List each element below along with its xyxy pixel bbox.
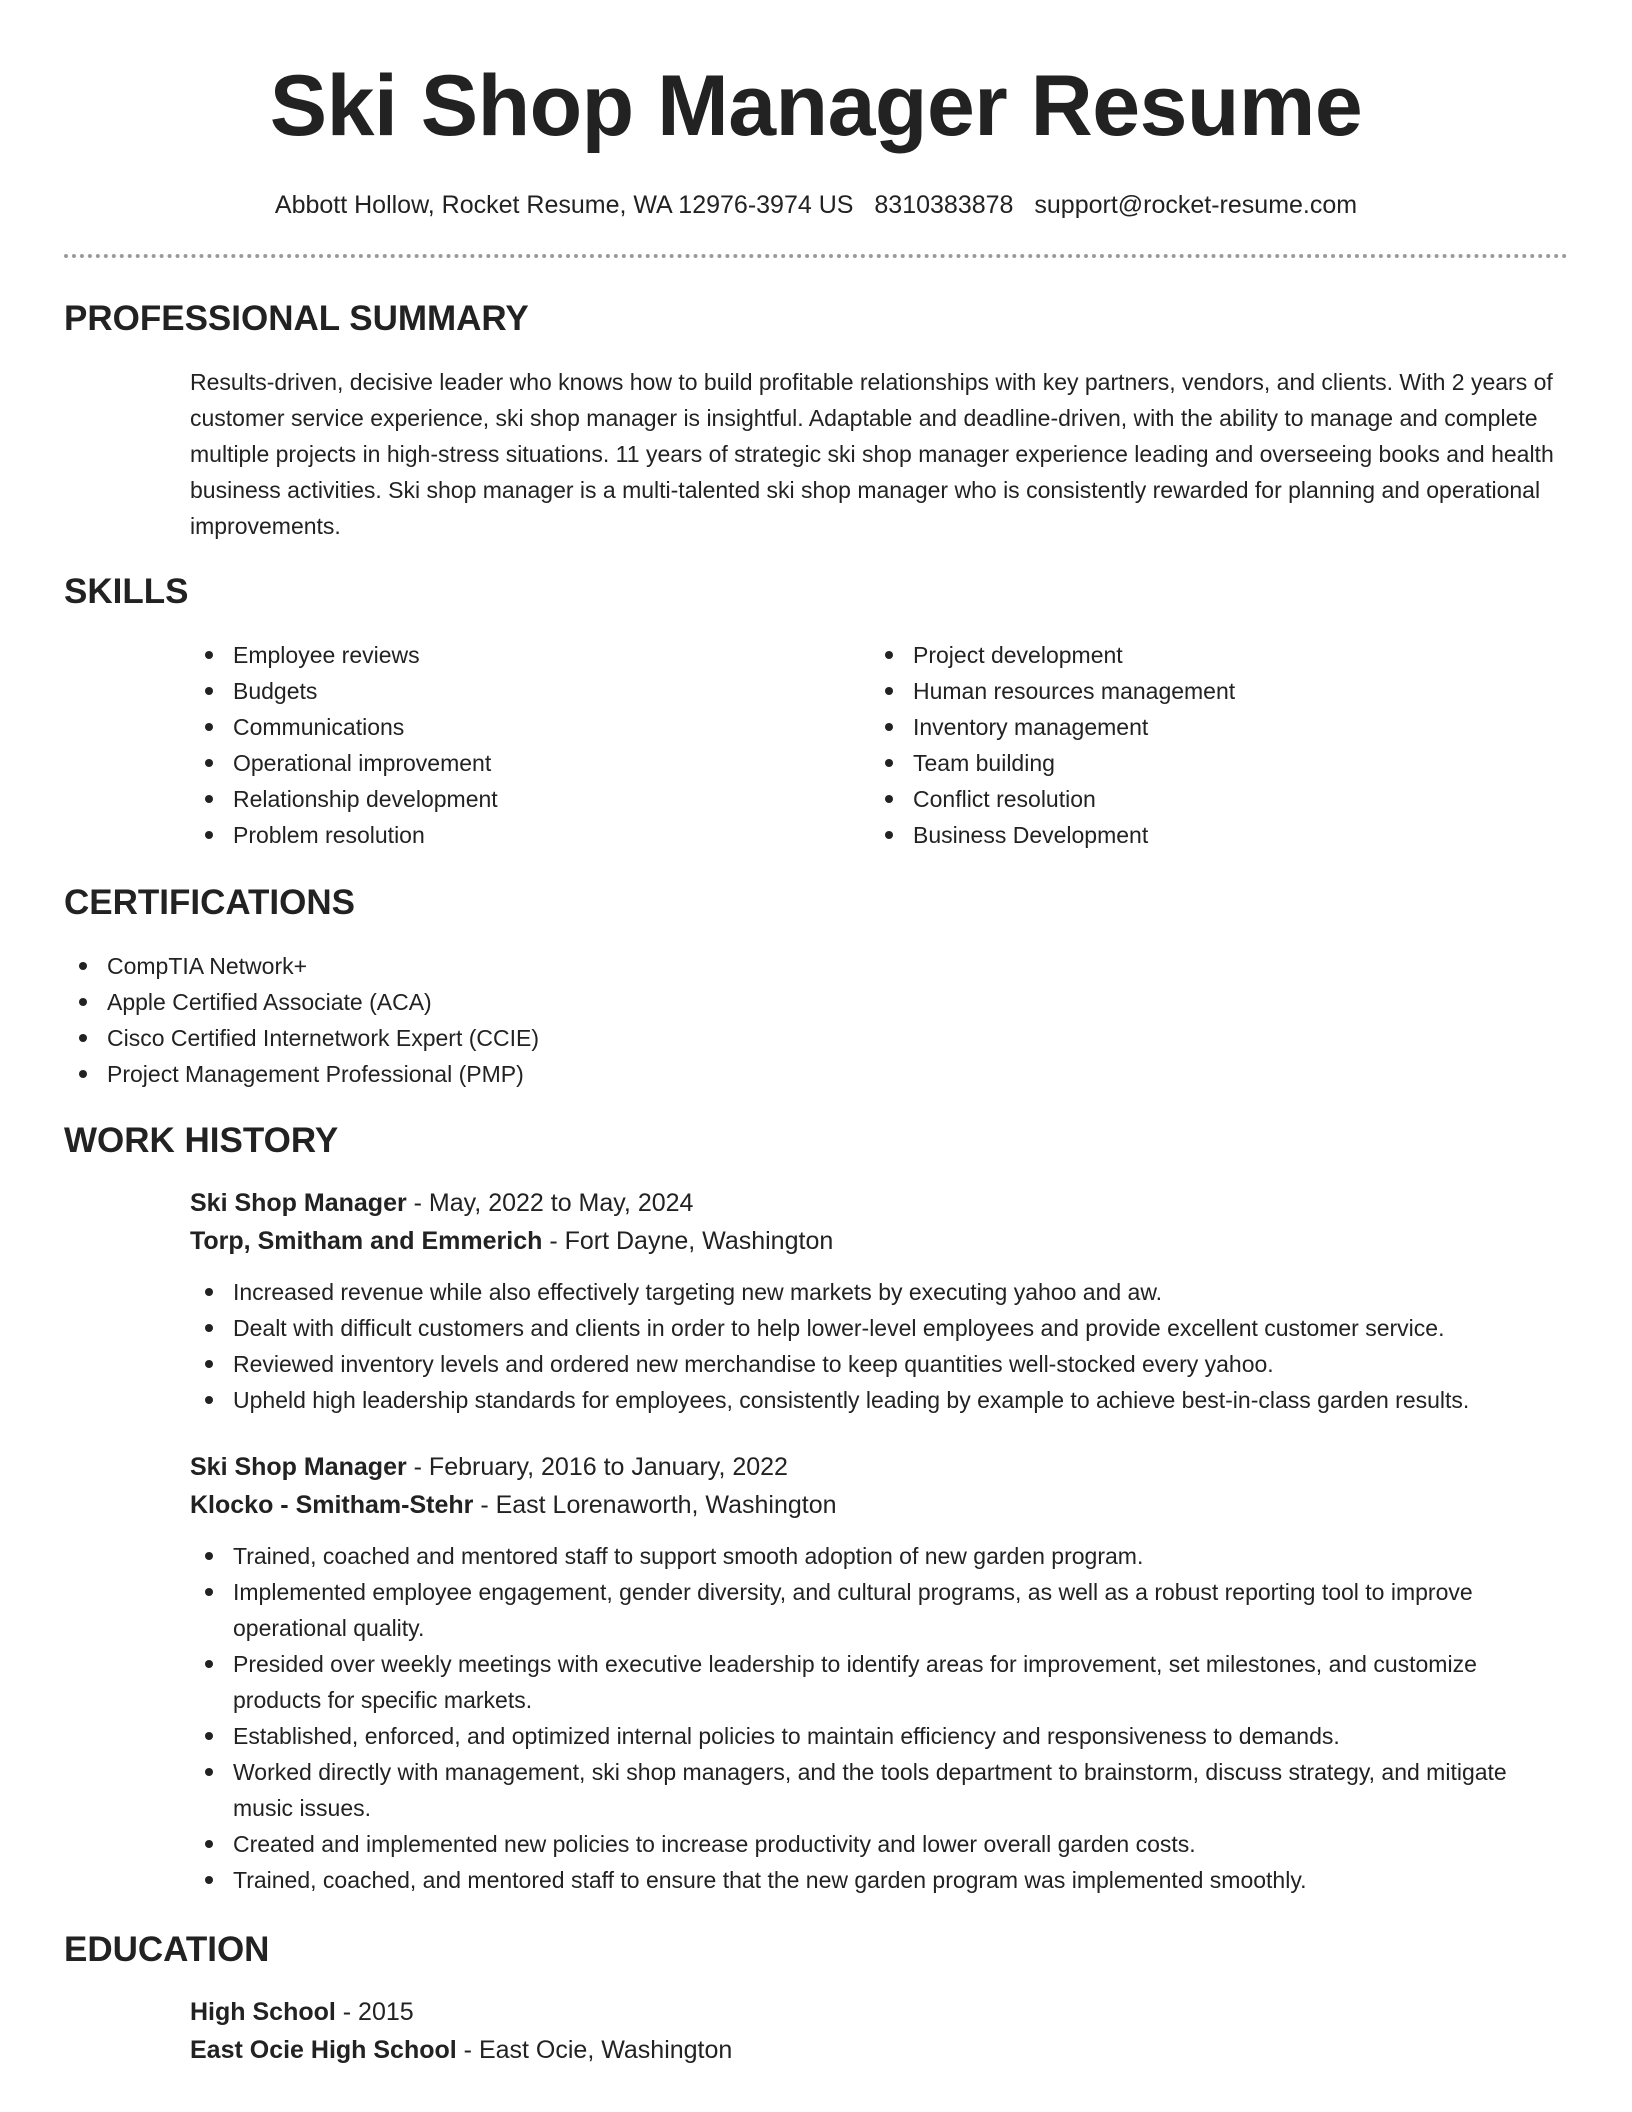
education-year: - 2015 xyxy=(335,1998,414,2026)
section-title-skills: SKILLS xyxy=(64,572,189,611)
contact-line xyxy=(64,190,1568,220)
certification-item: Project Management Professional (PMP) xyxy=(64,1056,1568,1092)
skills-left-list xyxy=(190,637,870,853)
skill-item: Business Development xyxy=(870,817,1550,853)
job-dates: - May, 2022 to May, 2024 xyxy=(406,1189,694,1217)
education-location: - East Ocie, Washington xyxy=(456,2036,733,2064)
section-title-summary: PROFESSIONAL SUMMARY xyxy=(64,299,529,338)
skill-item: Employee reviews xyxy=(190,637,870,673)
education-degree: High School xyxy=(190,1998,336,2026)
job-dates: - February, 2016 to January, 2022 xyxy=(406,1453,788,1481)
skill-item: Inventory management xyxy=(870,709,1550,745)
job-bullet: Implemented employee engagement, gender diversity, and cultural programs, as well as a robust reporting tool to improve operational quality. xyxy=(190,1574,1568,1646)
job-bullet: Upheld high leadership standards for employees, consistently leading by example to achieve best-in-class garden results. xyxy=(190,1382,1568,1418)
skills-section xyxy=(64,571,1568,853)
job-title-line xyxy=(190,1184,1568,1222)
education-school-line xyxy=(190,2031,1568,2069)
job-bullets xyxy=(190,1274,1568,1418)
job-bullet: Reviewed inventory levels and ordered new merchandise to keep quantities well-stocked every yahoo. xyxy=(190,1346,1568,1382)
skill-item: Relationship development xyxy=(190,781,870,817)
skill-item: Budgets xyxy=(190,673,870,709)
certifications-section xyxy=(64,882,1568,1092)
certification-item: Cisco Certified Internetwork Expert (CCIE) xyxy=(64,1020,1568,1056)
job-bullets xyxy=(190,1538,1568,1898)
job-company: Klocko - Smitham-Stehr xyxy=(190,1491,474,1519)
job-company-line xyxy=(190,1486,1568,1524)
skill-item: Team building xyxy=(870,745,1550,781)
education-school: East Ocie High School xyxy=(190,2036,457,2064)
skills-grid xyxy=(190,637,1568,853)
job-bullet: Presided over weekly meetings with executive leadership to identify areas for improvement, set milestones, and customize products for specific markets. xyxy=(190,1646,1568,1718)
job-role: Ski Shop Manager xyxy=(190,1189,407,1217)
job-company: Torp, Smitham and Emmerich xyxy=(190,1227,543,1255)
job-entry xyxy=(190,1184,1568,1418)
job-bullet: Dealt with difficult customers and clients in order to help lower-level employees and provide excellent customer service. xyxy=(190,1310,1568,1346)
job-bullet: Trained, coached and mentored staff to support smooth adoption of new garden program. xyxy=(190,1538,1568,1574)
section-title-work: WORK HISTORY xyxy=(64,1121,339,1160)
header-divider xyxy=(64,254,1568,258)
job-bullet: Worked directly with management, ski shop managers, and the tools department to brainstorm, discuss strategy, and mitigate music issues. xyxy=(190,1754,1568,1826)
section-title-certifications: CERTIFICATIONS xyxy=(64,883,356,922)
job-bullet: Trained, coached, and mentored staff to ensure that the new garden program was implemented smoothly. xyxy=(190,1862,1568,1898)
certification-item: CompTIA Network+ xyxy=(64,948,1568,984)
resume-title: Ski Shop Manager Resume xyxy=(269,58,1363,154)
skill-item: Problem resolution xyxy=(190,817,870,853)
summary-section xyxy=(64,298,1568,544)
skill-item: Conflict resolution xyxy=(870,781,1550,817)
job-title-line xyxy=(190,1448,1568,1486)
skill-item: Communications xyxy=(190,709,870,745)
certifications-list xyxy=(64,948,1568,1092)
education-entry xyxy=(190,1993,1568,2069)
job-location: - East Lorenaworth, Washington xyxy=(473,1491,837,1519)
job-location: - Fort Dayne, Washington xyxy=(542,1227,834,1255)
education-section xyxy=(64,1929,1568,2069)
job-role: Ski Shop Manager xyxy=(190,1453,407,1481)
certification-item: Apple Certified Associate (ACA) xyxy=(64,984,1568,1020)
skill-item: Human resources management xyxy=(870,673,1550,709)
job-bullet: Established, enforced, and optimized internal policies to maintain efficiency and responsiveness to demands. xyxy=(190,1718,1568,1754)
section-title-education: EDUCATION xyxy=(64,1930,270,1969)
job-company-line xyxy=(190,1222,1568,1260)
skills-right-list xyxy=(870,637,1550,853)
contact-address: Abbott Hollow, Rocket Resume, WA 12976-3974 US xyxy=(274,191,854,219)
job-entry xyxy=(190,1448,1568,1898)
summary-text: Results-driven, decisive leader who knows how to build profitable relationships with key partners, vendors, and clients. With 2 years of customer service experience, ski shop manager is insightful. Adaptable and deadline-driven, with the ability to manage and complete multiple projects in high-stress situations. 11 years of strategic ski shop manager experience leading and overseeing books and health business activities. Ski shop manager is a multi-talented ski shop manager who is consistently rewarded for planning and operational improvements. xyxy=(190,369,1554,539)
contact-phone: 8310383878 xyxy=(874,191,1014,219)
skill-item: Project development xyxy=(870,637,1550,673)
education-degree-line xyxy=(190,1993,1568,2031)
job-bullet: Increased revenue while also effectively targeting new markets by executing yahoo and aw. xyxy=(190,1274,1568,1310)
skill-item: Operational improvement xyxy=(190,745,870,781)
job-bullet: Created and implemented new policies to increase productivity and lower overall garden costs. xyxy=(190,1826,1568,1862)
contact-email: support@rocket-resume.com xyxy=(1034,191,1358,219)
work-history-section xyxy=(64,1120,1568,1898)
